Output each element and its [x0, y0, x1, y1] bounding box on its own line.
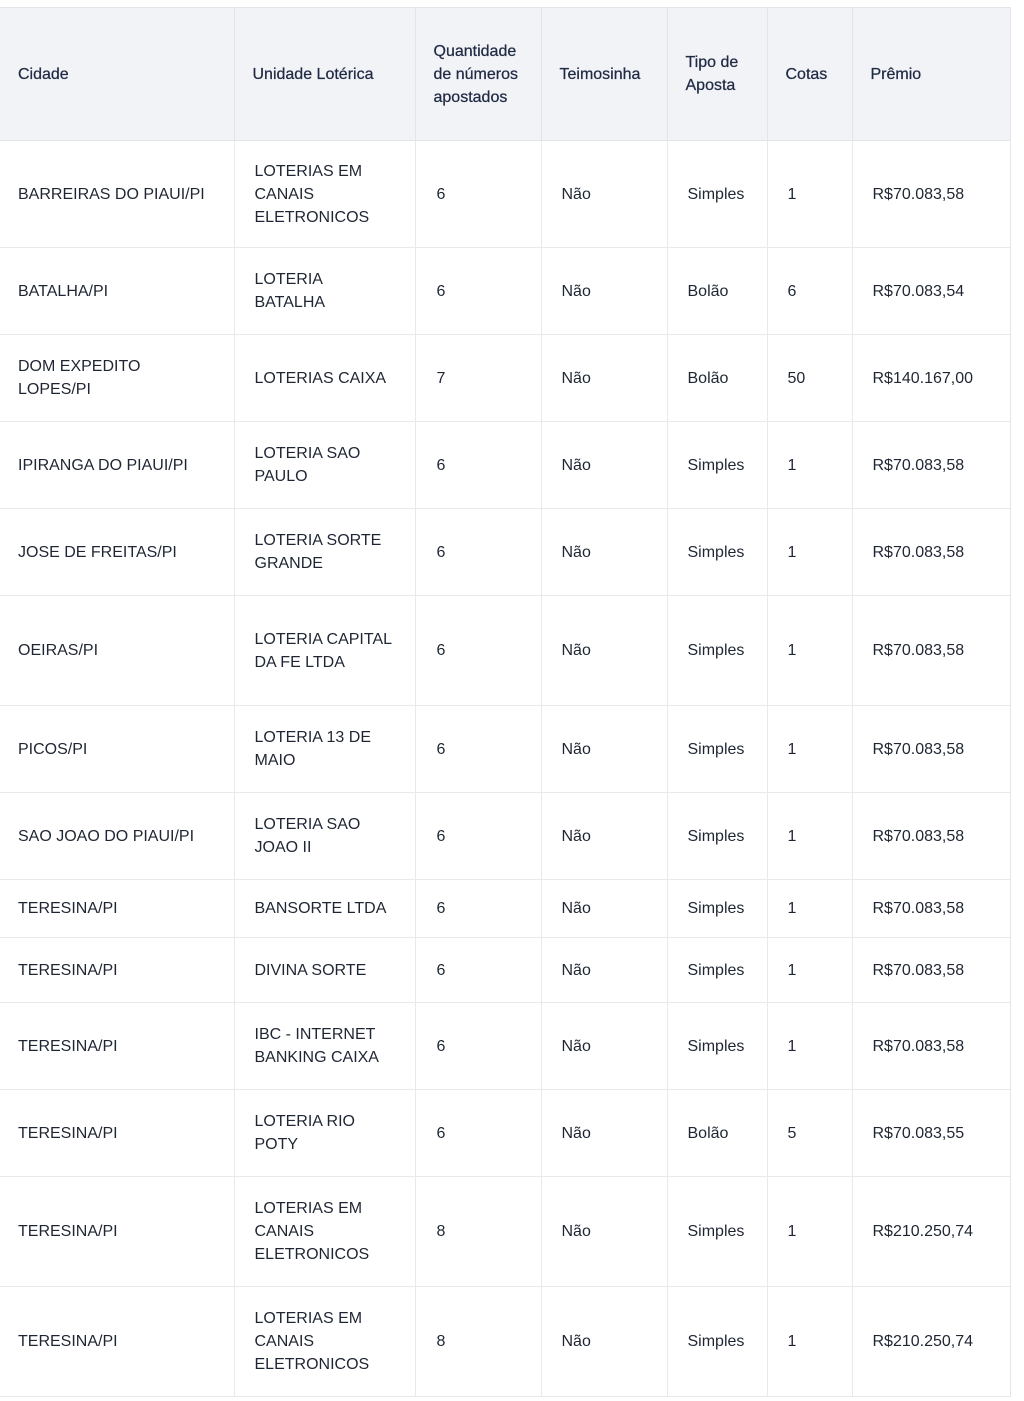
- cell-cidade: IPIRANGA DO PIAUI/PI: [0, 422, 234, 509]
- cell-tipo: Simples: [667, 141, 767, 248]
- cell-cidade: BATALHA/PI: [0, 248, 234, 335]
- table-row: [0, 335, 1010, 422]
- cell-cidade: DOM EXPEDITO LOPES/PI: [0, 335, 234, 422]
- cell-tipo: Bolão: [667, 1090, 767, 1177]
- cell-tipo: Simples: [667, 793, 767, 880]
- cell-teimosinha: Não: [541, 880, 667, 938]
- cell-teimosinha: Não: [541, 509, 667, 596]
- cell-cotas: 6: [767, 248, 852, 335]
- winners-table: [0, 7, 1010, 1397]
- cell-unidade: LOTERIA SAO JOAO II: [234, 793, 415, 880]
- cell-cotas: 1: [767, 509, 852, 596]
- header-row: [0, 8, 1010, 141]
- table-row: [0, 1287, 1010, 1397]
- cell-cotas: 1: [767, 938, 852, 1003]
- cell-tipo: Bolão: [667, 248, 767, 335]
- cell-cotas: 1: [767, 141, 852, 248]
- cell-cidade: OEIRAS/PI: [0, 596, 234, 706]
- cell-quantidade: 8: [415, 1287, 541, 1397]
- cell-cotas: 1: [767, 880, 852, 938]
- cell-premio: R$70.083,58: [852, 706, 1010, 793]
- cell-quantidade: 6: [415, 706, 541, 793]
- cell-teimosinha: Não: [541, 793, 667, 880]
- cell-tipo: Bolão: [667, 335, 767, 422]
- cell-tipo: Simples: [667, 509, 767, 596]
- table-row: [0, 248, 1010, 335]
- cell-teimosinha: Não: [541, 1090, 667, 1177]
- cell-cotas: 1: [767, 1003, 852, 1090]
- cell-quantidade: 7: [415, 335, 541, 422]
- cell-cidade: JOSE DE FREITAS/PI: [0, 509, 234, 596]
- cell-cotas: 50: [767, 335, 852, 422]
- header-quantidade: Quantidade de números apostados: [415, 8, 541, 141]
- cell-premio: R$70.083,58: [852, 422, 1010, 509]
- cell-quantidade: 6: [415, 1003, 541, 1090]
- cell-premio: R$210.250,74: [852, 1287, 1010, 1397]
- cell-unidade: LOTERIA 13 DE MAIO: [234, 706, 415, 793]
- cell-cidade: TERESINA/PI: [0, 938, 234, 1003]
- cell-quantidade: 6: [415, 596, 541, 706]
- cell-unidade: DIVINA SORTE: [234, 938, 415, 1003]
- cell-cotas: 1: [767, 596, 852, 706]
- cell-cotas: 1: [767, 793, 852, 880]
- cell-cotas: 1: [767, 1177, 852, 1287]
- cell-cotas: 5: [767, 1090, 852, 1177]
- cell-quantidade: 6: [415, 880, 541, 938]
- cell-tipo: Simples: [667, 1287, 767, 1397]
- cell-unidade: LOTERIAS EM CANAIS ELETRONICOS: [234, 1177, 415, 1287]
- table-row: [0, 706, 1010, 793]
- table-row: [0, 1177, 1010, 1287]
- cell-cotas: 1: [767, 422, 852, 509]
- header-teimosinha: Teimosinha: [541, 8, 667, 141]
- cell-teimosinha: Não: [541, 141, 667, 248]
- header-tipo-de-aposta: Tipo de Aposta: [667, 8, 767, 141]
- cell-tipo: Simples: [667, 1003, 767, 1090]
- cell-cotas: 1: [767, 1287, 852, 1397]
- header-premio: Prêmio: [852, 8, 1010, 141]
- cell-quantidade: 6: [415, 141, 541, 248]
- cell-tipo: Simples: [667, 596, 767, 706]
- table-row: [0, 793, 1010, 880]
- cell-cotas: 1: [767, 706, 852, 793]
- cell-unidade: LOTERIA RIO POTY: [234, 1090, 415, 1177]
- cell-premio: R$70.083,58: [852, 141, 1010, 248]
- cell-unidade: IBC - INTERNET BANKING CAIXA: [234, 1003, 415, 1090]
- cell-unidade: LOTERIAS EM CANAIS ELETRONICOS: [234, 141, 415, 248]
- table-row: [0, 141, 1010, 248]
- cell-premio: R$70.083,58: [852, 1003, 1010, 1090]
- cell-teimosinha: Não: [541, 335, 667, 422]
- cell-cidade: PICOS/PI: [0, 706, 234, 793]
- table-row: [0, 1090, 1010, 1177]
- cell-premio: R$210.250,74: [852, 1177, 1010, 1287]
- table-body: [0, 141, 1010, 1397]
- cell-teimosinha: Não: [541, 422, 667, 509]
- cell-quantidade: 6: [415, 938, 541, 1003]
- cell-cidade: SAO JOAO DO PIAUI/PI: [0, 793, 234, 880]
- table-row: [0, 938, 1010, 1003]
- table-row: [0, 1003, 1010, 1090]
- cell-unidade: BANSORTE LTDA: [234, 880, 415, 938]
- table-row: [0, 422, 1010, 509]
- winners-table-container: [0, 7, 1011, 1397]
- cell-quantidade: 8: [415, 1177, 541, 1287]
- cell-unidade: LOTERIAS EM CANAIS ELETRONICOS: [234, 1287, 415, 1397]
- table-row: [0, 880, 1010, 938]
- cell-premio: R$70.083,55: [852, 1090, 1010, 1177]
- cell-premio: R$70.083,58: [852, 880, 1010, 938]
- cell-premio: R$70.083,58: [852, 938, 1010, 1003]
- cell-teimosinha: Não: [541, 1287, 667, 1397]
- cell-quantidade: 6: [415, 793, 541, 880]
- cell-cidade: TERESINA/PI: [0, 880, 234, 938]
- table-row: [0, 509, 1010, 596]
- cell-quantidade: 6: [415, 248, 541, 335]
- cell-premio: R$70.083,58: [852, 793, 1010, 880]
- cell-unidade: LOTERIA SAO PAULO: [234, 422, 415, 509]
- cell-teimosinha: Não: [541, 596, 667, 706]
- header-unidade-loterica: Unidade Lotérica: [234, 8, 415, 141]
- cell-cidade: TERESINA/PI: [0, 1287, 234, 1397]
- cell-tipo: Simples: [667, 1177, 767, 1287]
- cell-cidade: TERESINA/PI: [0, 1003, 234, 1090]
- cell-teimosinha: Não: [541, 1003, 667, 1090]
- cell-teimosinha: Não: [541, 706, 667, 793]
- cell-tipo: Simples: [667, 880, 767, 938]
- cell-quantidade: 6: [415, 1090, 541, 1177]
- cell-premio: R$140.167,00: [852, 335, 1010, 422]
- cell-unidade: LOTERIA SORTE GRANDE: [234, 509, 415, 596]
- cell-unidade: LOTERIA BATALHA: [234, 248, 415, 335]
- cell-unidade: LOTERIA CAPITAL DA FE LTDA: [234, 596, 415, 706]
- cell-premio: R$70.083,58: [852, 596, 1010, 706]
- table-row: [0, 596, 1010, 706]
- cell-premio: R$70.083,58: [852, 509, 1010, 596]
- cell-cidade: TERESINA/PI: [0, 1090, 234, 1177]
- cell-tipo: Simples: [667, 938, 767, 1003]
- cell-unidade: LOTERIAS CAIXA: [234, 335, 415, 422]
- cell-premio: R$70.083,54: [852, 248, 1010, 335]
- table-header: [0, 8, 1010, 141]
- cell-teimosinha: Não: [541, 938, 667, 1003]
- cell-tipo: Simples: [667, 706, 767, 793]
- cell-teimosinha: Não: [541, 248, 667, 335]
- cell-cidade: TERESINA/PI: [0, 1177, 234, 1287]
- header-cotas: Cotas: [767, 8, 852, 141]
- cell-cidade: BARREIRAS DO PIAUI/PI: [0, 141, 234, 248]
- cell-quantidade: 6: [415, 422, 541, 509]
- cell-teimosinha: Não: [541, 1177, 667, 1287]
- cell-quantidade: 6: [415, 509, 541, 596]
- header-cidade: Cidade: [0, 8, 234, 141]
- cell-tipo: Simples: [667, 422, 767, 509]
